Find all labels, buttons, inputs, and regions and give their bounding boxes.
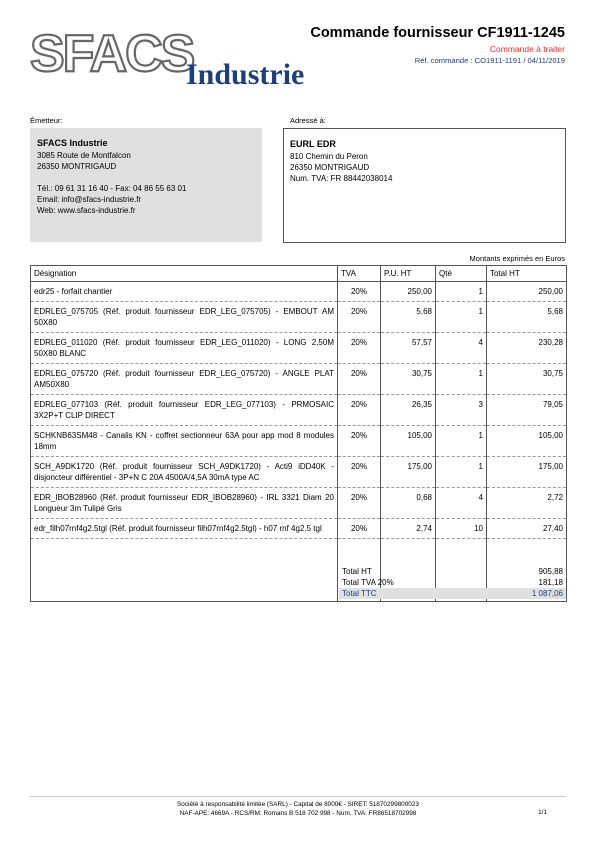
cell-quantity: 1 <box>436 426 487 457</box>
cell-total-ht: 79,05 <box>487 395 567 426</box>
col-header-total: Total HT <box>487 266 567 282</box>
cell-tva: 20% <box>338 395 381 426</box>
cell-tva: 20% <box>338 364 381 395</box>
cell-tva: 20% <box>338 302 381 333</box>
emitter-name: SFACS Industrie <box>37 138 108 148</box>
recipient-box <box>283 128 566 243</box>
cell-unit-price: 5,68 <box>381 302 436 333</box>
cell-quantity: 1 <box>436 457 487 488</box>
cell-unit-price: 30,75 <box>381 364 436 395</box>
total-tva-label: Total TVA 20% <box>342 578 394 587</box>
logo-wordmark: SFACS <box>30 25 194 83</box>
empty-cell <box>31 539 338 602</box>
table-row <box>31 519 567 539</box>
table-row <box>31 333 567 364</box>
cell-total-ht: 250,00 <box>487 282 567 302</box>
emitter-email: Email: info@sfacs-industrie.fr <box>37 195 142 204</box>
emitter-box <box>30 128 262 242</box>
table-row <box>31 426 567 457</box>
cell-tva: 20% <box>338 457 381 488</box>
recipient-name: EURL EDR <box>290 139 336 149</box>
cell-quantity: 4 <box>436 333 487 364</box>
recipient-address2: 26350 MONTRIGAUD <box>290 163 370 172</box>
emitter-web: Web: www.sfacs-industrie.fr <box>37 206 136 215</box>
company-logo <box>30 25 320 91</box>
order-reference: Réf. commande : CO1911-1191 / 04/11/2019 <box>414 56 565 65</box>
table-row <box>31 282 567 302</box>
cell-designation: EDRLEG_075705 (Réf. produit fournisseur EDR_LEG_075705) - EMBOUT AM 50X80 <box>31 302 338 333</box>
cell-designation: EDR_IBOB28960 (Réf. produit fournisseur EDR_IBOB28960) - IRL 3321 Diam 20 Longueur 3m Tulipé Gris <box>31 488 338 519</box>
emitter-label: Émetteur: <box>30 116 63 125</box>
cell-designation: EDRLEG_077103 (Réf. produit fournisseur EDR_LEG_077103) - PRMOSAIC 3X2P+T CLIP DIRECT <box>31 395 338 426</box>
table-row <box>31 302 567 333</box>
cell-total-ht: 175,00 <box>487 457 567 488</box>
recipient-label: Adressé à: <box>290 116 326 125</box>
cell-designation: SCH_A9DK1720 (Réf. produit fournisseur SCH_A9DK1720) - Acti9 iDD40K - disjoncteur différentiel - 3P+N C 20A 4500A/4,5A 30mA type AC <box>31 457 338 488</box>
recipient-tva: Num. TVA: FR 88442038014 <box>290 174 393 183</box>
cell-designation: edr_filh07rnf4g2.5tgl (Réf. produit fournisseur filh07rnf4g2.5tgl) - h07 rnf 4g2.5 tgl <box>31 519 338 539</box>
cell-tva: 20% <box>338 426 381 457</box>
emitter-phone: Tél.: 09 61 31 16 40 - Fax: 04 86 55 63 01 <box>37 184 187 193</box>
page-number: 1/1 <box>538 809 547 816</box>
cell-total-ht: 5,68 <box>487 302 567 333</box>
emitter-address1: 3085 Route de Montfalcon <box>37 151 131 160</box>
cell-tva: 20% <box>338 519 381 539</box>
footer-line2: NAF-APE: 4669A - RCS/RM: Romans B 518 702 998 - Num. TVA: FR86518702998 <box>179 810 417 817</box>
cell-quantity: 3 <box>436 395 487 426</box>
col-header-qte: Qté <box>436 266 487 282</box>
cell-unit-price: 0,68 <box>381 488 436 519</box>
table-row <box>31 364 567 395</box>
cell-unit-price: 175,00 <box>381 457 436 488</box>
cell-tva: 20% <box>338 488 381 519</box>
cell-total-ht: 2,72 <box>487 488 567 519</box>
footer-line1: Société à responsabilité limitée (SARL) - Capital de 8000€ - SIRET: 51870299800023 <box>177 801 419 808</box>
logo-subtitle: Industrie <box>186 58 305 91</box>
cell-unit-price: 26,35 <box>381 395 436 426</box>
cell-designation: EDRLEG_011020 (Réf. produit fournisseur EDR_LEG_011020) - LONG 2,50M 50X80 BLANC <box>31 333 338 364</box>
total-ht-row <box>339 566 566 577</box>
cell-quantity: 4 <box>436 488 487 519</box>
cell-tva: 20% <box>338 282 381 302</box>
footer-divider <box>30 796 566 797</box>
col-header-pu: P.U. HT <box>381 266 436 282</box>
emitter-address2: 26350 MONTRIGAUD <box>37 162 117 171</box>
total-tva-row <box>339 577 566 588</box>
cell-total-ht: 105,00 <box>487 426 567 457</box>
table-row <box>31 395 567 426</box>
cell-designation: EDRLEG_075720 (Réf. produit fournisseur EDR_LEG_075720) - ANGLE PLAT AM50X80 <box>31 364 338 395</box>
total-ttc-label: Total TTC <box>339 588 477 599</box>
table-row <box>31 457 567 488</box>
table-header-row <box>31 266 567 282</box>
cell-unit-price: 250,00 <box>381 282 436 302</box>
total-ht-value: 905,88 <box>538 567 563 576</box>
total-tva-value: 181,18 <box>538 578 563 587</box>
cell-quantity: 1 <box>436 364 487 395</box>
legal-footer <box>30 800 566 818</box>
currency-note: Montants exprimés en Euros <box>469 254 565 263</box>
col-header-designation: Désignation <box>31 266 338 282</box>
cell-unit-price: 57,57 <box>381 333 436 364</box>
cell-total-ht: 230,28 <box>487 333 567 364</box>
cell-designation: SCHKNB63SM48 - Canalis KN - coffret sectionneur 63A pour app mod 8 modules 18mm <box>31 426 338 457</box>
cell-quantity: 10 <box>436 519 487 539</box>
table-row <box>31 488 567 519</box>
cell-total-ht: 30,75 <box>487 364 567 395</box>
order-status: Commande à traiter <box>489 44 565 54</box>
cell-quantity: 1 <box>436 302 487 333</box>
total-ttc-row <box>339 588 566 599</box>
total-ht-label: Total HT <box>342 567 372 576</box>
cell-unit-price: 105,00 <box>381 426 436 457</box>
cell-tva: 20% <box>338 333 381 364</box>
recipient-address1: 810 Chemin du Peron <box>290 152 368 161</box>
cell-total-ht: 27,40 <box>487 519 567 539</box>
order-lines-table <box>30 265 567 602</box>
cell-unit-price: 2,74 <box>381 519 436 539</box>
total-ttc-value: 1 087,06 <box>477 588 566 599</box>
document-title: Commande fournisseur CF1911-1245 <box>310 25 565 41</box>
cell-designation: edr25 - forfait chantier <box>31 282 338 302</box>
col-header-tva: TVA <box>338 266 381 282</box>
cell-quantity: 1 <box>436 282 487 302</box>
totals-table <box>339 566 566 599</box>
